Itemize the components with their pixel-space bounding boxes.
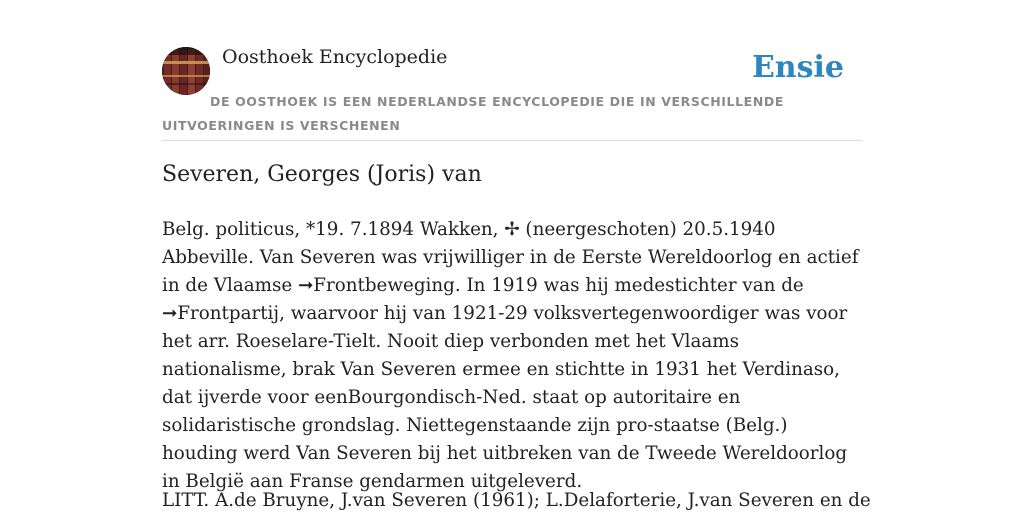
article-title: Severen, Georges (Joris) van bbox=[162, 162, 482, 187]
brand-logo[interactable]: Ensie bbox=[751, 50, 844, 85]
site-header bbox=[162, 44, 862, 141]
site-tagline: DE OOSTHOEK IS EEN NEDERLANDSE ENCYCLOPEDIE DIE IN VERSCHILLENDE UITVOERINGEN IS VERSCHENEN bbox=[162, 94, 784, 133]
books-icon bbox=[162, 47, 210, 95]
encyclopedia-books-avatar[interactable] bbox=[162, 47, 210, 95]
site-name[interactable]: Oosthoek Encyclopedie bbox=[222, 46, 448, 68]
article-literature: LITT. A.de Bruyne, J.van Severen (1961); L.Delaforterie, J.van Severen en de bbox=[162, 490, 871, 511]
article-body: Belg. politicus, *19. 7.1894 Wakken, ✢ (neergeschoten) 20.5.1940 Abbeville. Van Severen was vrijwilliger in de Eerste Wereldoorlog en actief in de Vlaamse ➞Frontbeweging. In 1919 was hij medestichter van de ➞Frontpartij, waarvoor hij van 1921-29 volksvertegenwoordiger was voor het arr. Roeselare-Tielt. Nooit diep verbonden met het Vlaams nationalisme, brak Van Severen ermee en stichtte in 1931 het Verdinaso, dat ijverde voor eenBourgondisch-Ned. staat op autoritaire en solidaristische grondslag. Niettegenstaande zijn pro-staatse (Belg.) houding werd Van Severen bij het uitbreken van de Tweede Wereldoorlog in België aan Franse gendarmen uitgeleverd. bbox=[162, 219, 859, 492]
